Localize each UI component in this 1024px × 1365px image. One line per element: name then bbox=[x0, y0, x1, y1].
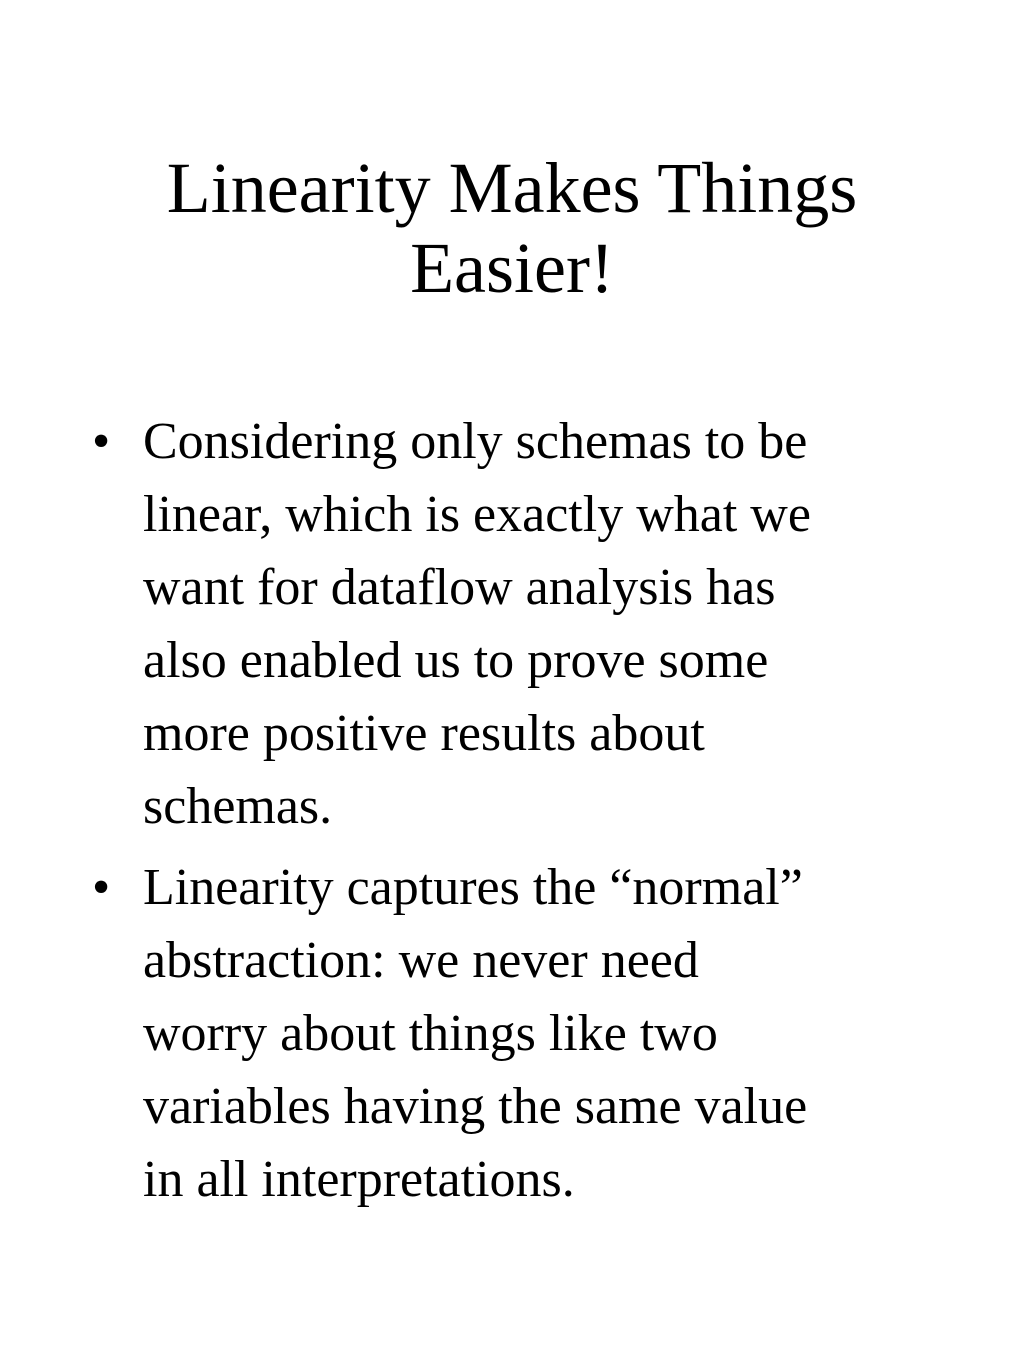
title-line: Easier! bbox=[410, 228, 614, 308]
bullet-line: variables having the same value bbox=[143, 1078, 808, 1135]
bullet-line: linear, which is exactly what we bbox=[143, 486, 811, 543]
bullet-line: schemas. bbox=[143, 778, 333, 835]
slide-title bbox=[60, 148, 964, 308]
bullet-line: worry about things like two bbox=[143, 1005, 718, 1062]
bullet-line: Considering only schemas to be bbox=[143, 413, 808, 470]
bullet-line: Linearity captures the “normal” bbox=[143, 859, 803, 916]
bullet-marker: • bbox=[92, 859, 111, 916]
title-line: Linearity Makes Things bbox=[166, 148, 858, 228]
bullet-item bbox=[92, 405, 952, 843]
bullet-line: in all interpretations. bbox=[143, 1151, 575, 1208]
bullet-line: want for dataflow analysis has bbox=[143, 559, 776, 616]
bullet-marker: • bbox=[92, 413, 111, 470]
bullet-item bbox=[92, 851, 952, 1216]
bullet-line: also enabled us to prove some bbox=[143, 632, 769, 689]
bullet-line: abstraction: we never need bbox=[143, 932, 699, 989]
bullet-list bbox=[92, 405, 952, 1224]
bullet-line: more positive results about bbox=[143, 705, 705, 762]
